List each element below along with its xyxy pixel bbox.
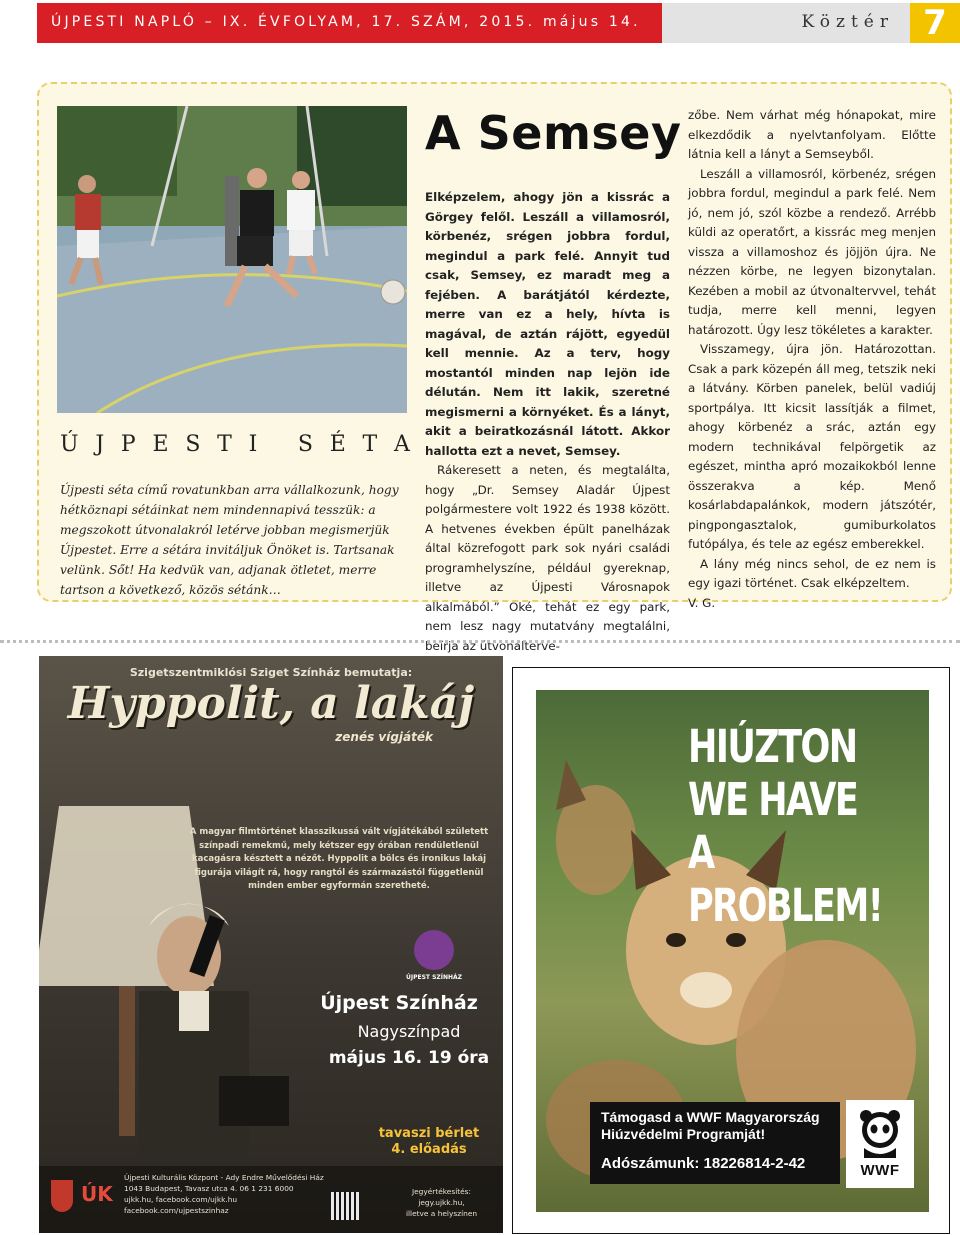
play-genre: zenés vígjáték — [335, 730, 433, 744]
article-column-1 — [425, 188, 670, 656]
article-paragraph: Leszáll a villamosról, körbenéz, srégen jobbra fordul, megindul a park felé. Nem jó, nem jó, szól közbe a rendező. Arrébb küldi az operatőrt, a kissrác meg menjen vissza a villamoshoz és jöjjön újra. Ne nézzen körbe, ne legyen bizonytalan. Kezében a mobil az útvonaltervvel, tehát tudja, merre kell menni, legyen határozott. Úgy lesz tökéletes a karakter. — [688, 166, 936, 337]
column-intro: Újpesti séta című rovatunkban arra vállalkozunk, hogy hétköznapi sétáinkat nem mindennapivá tesszük: a megszokott útvonalakról letérve jobban megismerjük Újpestet. Erre a sétára invitáljuk Önöket is. Tartsanak velünk. Sőt! Ha kedvük van, adjanak ötletet, merre tartson a következő, közös sétánk… — [60, 483, 399, 597]
article-paragraph: zőbe. Nem várhat még hónapokat, mire elkezdődik a nyelvtanfolyam. Előtte látnia kell a lányt a Semseyből. — [688, 108, 936, 161]
article-paragraph: Visszamegy, újra jön. Határozottan. Csak a park közepén áll meg, tetszik neki a látvány. Körben panelek, belül vadiúj sportpálya. Itt kicsit lassítják a filmet, ahogy körbenéz a srác, aztán egy modern technikával felpörgetik az egészet, mintha apró mozaikokból lenne összerakva a kép. Menő kosárlabdapalánkok, modern játszótér, pingpongasztalok, gumiburkolatos futópálya, és tele az egész emberekkel. — [688, 342, 936, 551]
ticket-info: Jegyértékesítés: jegy.ujkk.hu, illetve a helyszínen — [405, 1187, 478, 1218]
show-date: május 16. 19 óra — [328, 1048, 490, 1068]
article-paragraph: Rákeresett a neten, és megtalálta, hogy „Dr. Semsey Aladár Újpest polgármestere volt 1922 és 1938 között. A hetvenes években épült panelházak által közrefogott park sok nyári családi programhelyszíne, például gyereknap, illetve az Újpesti Városnapok alkalmából.” Oké, tehát ez egy park, nem lesz nagy mutatvány megtalálni, beírja az útvonalterve- — [425, 463, 670, 653]
venue-name: Újpest Színház — [320, 992, 478, 1014]
theater-presenter: Szigetszentmiklósi Sziget Színház bemutatja: — [129, 666, 413, 679]
ujpest-szinhaz-logo-icon — [414, 930, 454, 970]
venue-hall: Nagyszínpad — [357, 1022, 461, 1041]
article-title: A Semsey — [425, 106, 682, 160]
organizer-info: Újpesti Kulturális Központ - Ady Endre Művelődési Ház 1043 Budapest, Tavasz utca 4. 06 1 231 6000 ujkk.hu, facebook.com/ujkk.hu facebook.com/ujpestszinhaz — [124, 1173, 324, 1215]
theater-logo-text: ÚJPEST SZÍNHÁZ — [405, 974, 463, 981]
wwf-tax-number: Adószámunk: 18226814-2-42 — [601, 1155, 806, 1172]
city-crest-icon — [51, 1180, 73, 1212]
page-number: 7 — [910, 3, 960, 43]
article-paragraph: A lány még nincs sehol, de ez nem is egy igazi történet. Csak elképzeltem. — [688, 556, 936, 590]
basketball-court-photo — [57, 106, 407, 413]
column-name: Ú J P E S T I S É T A — [60, 432, 410, 457]
ujkk-logo: ÚK — [81, 1182, 113, 1206]
publication-info: ÚJPESTI NAPLÓ – IX. ÉVFOLYAM, 17. SZÁM, 2015. május 14. — [37, 3, 662, 43]
play-title: Hyppolit, a lakáj — [67, 678, 475, 729]
season-pass: tavaszi bérlet 4. előadás — [378, 1126, 480, 1157]
page-header — [37, 3, 960, 43]
wwf-headline: HIÚZTON WE HAVE A PROBLEM! — [688, 720, 883, 932]
qr-code-icon — [331, 1192, 359, 1220]
section-name: Köztér — [662, 3, 910, 43]
play-description: A magyar filmtörténet klasszikussá vált vígjátékából született színpadi remekmű, mely kétszer egy órában rendületlenül kacagásra késztett a nézőt. Hyppolit a bölcs és ironikus lakáj figurája világít rá, hogy rangtól és származástól függetlenül minden ember egyformán szeretheté. — [189, 827, 489, 892]
article-lead: Elképzelem, ahogy jön a kissrác a Görgey felől. Leszáll a villamosról, körbenéz, srégen jobbra fordul, megindul a park felé. Annyit tud csak, Semsey, ez maradt meg a fejében. A barátjától kérdezte, merre van ez a hely, hívta is magával, de aztán rájött, egyedül kell mennie. Az a terv, hogy mostantól minden nap lejön ide délután. Nem itt lakik, szeretné megismerni a környéket. És a lányt, akit a beiratkozásnál látott. Akkor hallotta ezt a nevet, Semsey. — [425, 190, 670, 458]
wwf-advertisement — [536, 690, 929, 1212]
author-signature: V. G. — [688, 595, 716, 610]
wwf-logo-text: WWF — [860, 1162, 900, 1179]
theater-advertisement — [39, 656, 503, 1233]
article-column-2 — [688, 106, 936, 613]
section-divider — [0, 640, 960, 643]
wwf-support-text: Támogasd a WWF Magyarország Hiúzvédelmi Programját! — [601, 1109, 820, 1142]
